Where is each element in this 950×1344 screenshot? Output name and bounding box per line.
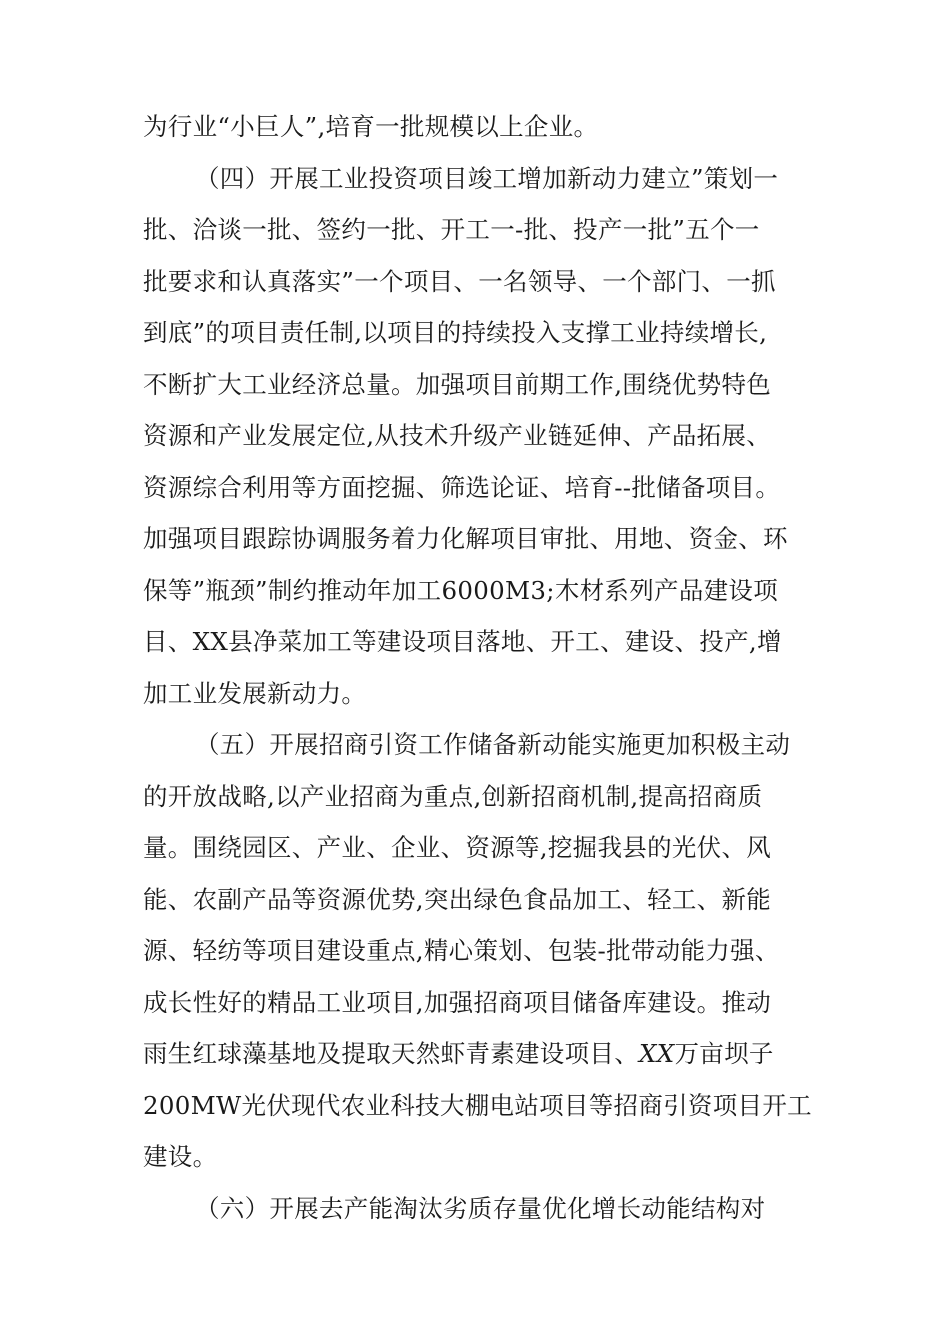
text-line-6: 不断扩大工业经济总量。加强项目前期工作,围绕优势特色 — [143, 370, 772, 399]
text-line-5: 到底”的项目责任制,以项目的持续投入支撑工业持续增长, — [143, 318, 768, 347]
text-line-1: 为行业“小巨人”,培育一批规模以上企业。 — [143, 112, 599, 141]
text-line-3: 批、洽谈一批、签约一批、开工一-批、投产一批”五个一 — [143, 215, 760, 244]
text-line-21: 建设。 — [143, 1142, 218, 1171]
paragraph-4-heading-line: （四）开展工业投资项目竣工增加新动力建立”策划一 — [195, 164, 779, 193]
text-line-12: 加工业发展新动力。 — [143, 679, 367, 708]
text-line-19-tail: 万亩坝子 — [674, 1039, 774, 1068]
paragraph-6-heading-line: （六）开展去产能淘汰劣质存量优化增长动能结构对 — [195, 1194, 766, 1223]
text-line-9: 加强项目跟踪协调服务着力化解项目审批、用地、资金、环 — [143, 524, 788, 553]
text-line-11: 目、XX县净菜加工等建设项目落地、开工、建设、投产,增 — [143, 627, 782, 656]
text-line-15: 量。围绕园区、产业、企业、资源等,挖掘我县的光伏、风 — [143, 833, 772, 862]
text-line-18: 成长性好的精品工业项目,加强招商项目储备库建设。推动 — [143, 988, 772, 1017]
text-line-4: 批要求和认真落实”一个项目、一名领导、一个部门、一抓 — [143, 267, 776, 296]
paragraph-5-heading-line: （五）开展招商引资工作储备新动能实施更加积极主动 — [195, 730, 791, 759]
text-line-17: 源、轻纺等项目建设重点,精心策划、包装-批带动能力强、 — [143, 936, 780, 965]
text-line-20: 200MW光伏现代农业科技大棚电站项目等招商引资项目开工 — [143, 1091, 812, 1120]
text-line-7: 资源和产业发展定位,从技术升级产业链延伸、产品拓展、 — [143, 421, 772, 450]
text-line-19-italic: XX — [639, 1039, 675, 1068]
text-line-16: 能、农副产品等资源优势,突出绿色食品加工、轻工、新能 — [143, 885, 772, 914]
text-line-19 — [143, 1034, 774, 1074]
text-line-19-head: 雨生红球藻基地及提取天然虾青素建设项目、 — [143, 1039, 639, 1068]
text-line-14: 的开放战略,以产业招商为重点,创新招商机制,提高招商质 — [143, 782, 763, 811]
text-line-10: 保等”瓶颈”制约推动年加工6000M3;木材系列产品建设项 — [143, 576, 779, 605]
text-line-8: 资源综合利用等方面挖掘、筛选论证、培育--批储备项目。 — [143, 473, 781, 502]
